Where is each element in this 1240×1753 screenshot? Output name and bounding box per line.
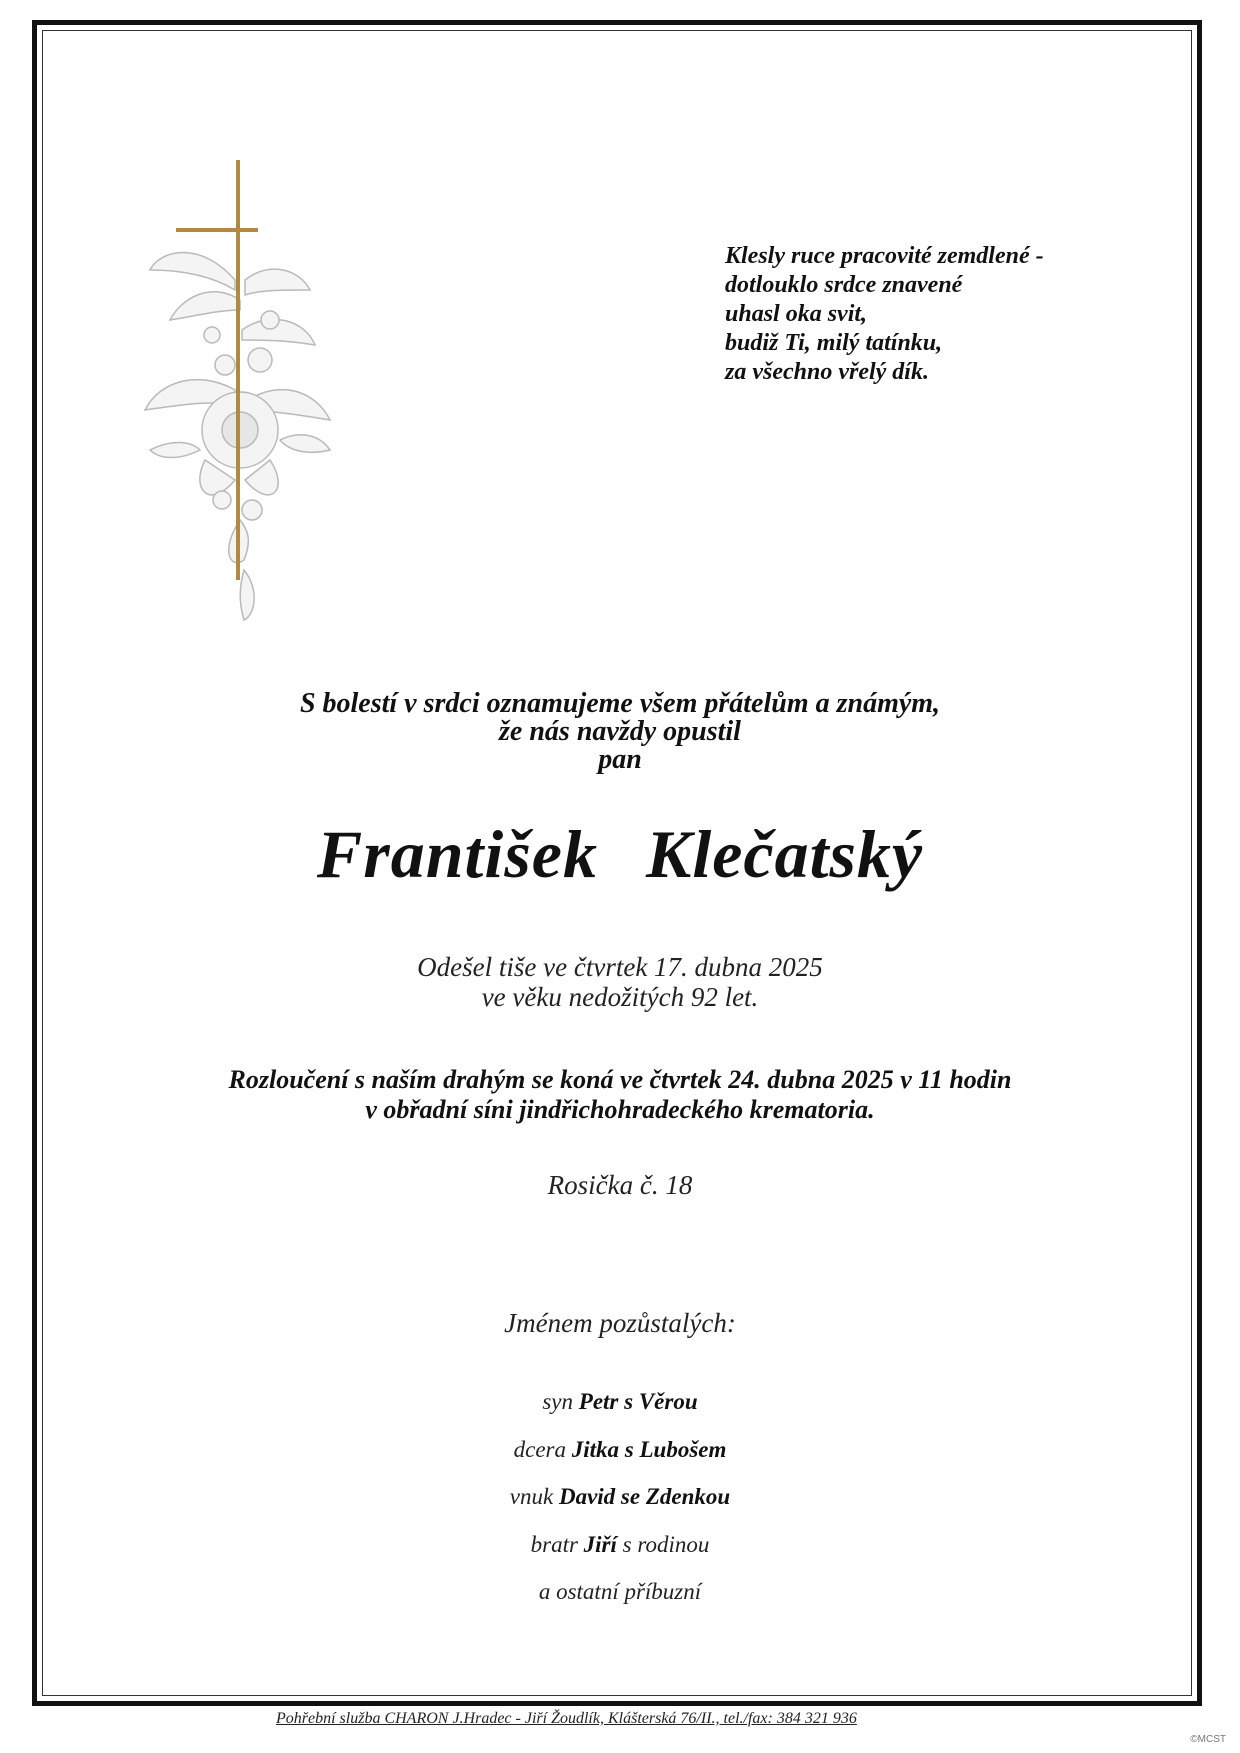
list-item bbox=[0, 1521, 1240, 1569]
announcement bbox=[0, 690, 1240, 774]
list-item bbox=[0, 1426, 1240, 1474]
survivor-relation: vnuk bbox=[509, 1484, 554, 1509]
survivor-suffix: s rodinou bbox=[622, 1531, 710, 1557]
survivors-list bbox=[0, 1378, 1240, 1616]
death-line: Odešel tiše ve čtvrtek 17. dubna 2025 bbox=[417, 952, 823, 982]
farewell-info bbox=[0, 1065, 1240, 1125]
survivor-relation: a ostatní příbuzní bbox=[538, 1579, 702, 1604]
survivor-name: David se Zdenkou bbox=[558, 1484, 731, 1509]
list-item bbox=[0, 1568, 1240, 1616]
copyright: ©MCST bbox=[1190, 1734, 1226, 1745]
survivor-name: Jiří bbox=[583, 1531, 617, 1557]
announcement-line: že nás navždy opustil bbox=[499, 716, 741, 747]
address: Rosička č. 18 bbox=[547, 1170, 693, 1200]
funeral-service-footer: Pohřební služba CHARON J.Hradec - Jiří Žoudlík, Klášterská 76/II., tel./fax: 384 321 936 bbox=[276, 1710, 857, 1727]
survivor-relation: dcera bbox=[513, 1436, 566, 1462]
poem-line: za všechno vřelý dík. bbox=[725, 359, 929, 385]
cross-with-flowers-icon bbox=[140, 160, 340, 650]
poem-line: uhasl oka svit, bbox=[725, 301, 868, 327]
poem bbox=[725, 242, 1085, 387]
survivor-relation: bratr bbox=[530, 1531, 578, 1557]
farewell-line: Rozloučení s naším drahým se koná ve čtvrtek 24. dubna 2025 v 11 hodin bbox=[228, 1065, 1012, 1094]
death-line: ve věku nedožitých 92 let. bbox=[481, 982, 759, 1012]
survivors-title: Jménem pozůstalých: bbox=[504, 1308, 736, 1338]
announcement-line: pan bbox=[598, 744, 642, 775]
survivor-relation: syn bbox=[542, 1389, 574, 1414]
list-item bbox=[0, 1378, 1240, 1426]
death-info bbox=[0, 952, 1240, 1012]
survivor-name: Jitka s Lubošem bbox=[571, 1436, 727, 1462]
poem-line: dotlouklo srdce znavené bbox=[725, 272, 963, 298]
survivor-name: Petr s Věrou bbox=[578, 1389, 698, 1414]
farewell-line: v obřadní síni jindřichohradeckého krematoria. bbox=[365, 1095, 875, 1124]
deceased-name: František Klečatský bbox=[316, 816, 924, 892]
list-item bbox=[0, 1473, 1240, 1521]
announcement-line: S bolestí v srdci oznamujeme všem přátelům a známým, bbox=[299, 688, 941, 719]
poem-line: budiž Ti, milý tatínku, bbox=[725, 330, 943, 356]
poem-line: Klesly ruce pracovité zemdlené - bbox=[725, 243, 1044, 269]
